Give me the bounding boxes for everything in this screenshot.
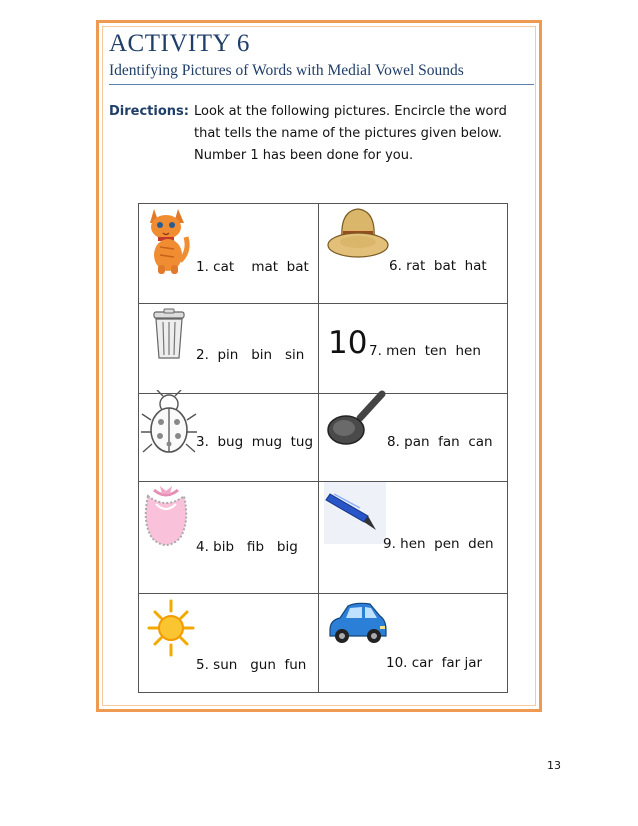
table-row-divider [138,481,508,482]
directions-line-2: that tells the name of the pictures given below. [194,126,502,141]
directions-label: Directions: [109,104,189,119]
cat-icon [144,203,192,275]
sun-icon [146,598,196,658]
activity-title: ACTIVITY 6 [109,30,250,57]
item-3-choices: 3. bug mug tug [196,434,314,450]
item-4-choices: 4. bib fib big [196,539,298,555]
page-number: 13 [547,759,561,772]
table-row-divider [138,303,508,304]
item-9-choices: 9. hen pen den [383,536,494,552]
item-5-choices: 5. sun gun fun [196,657,307,673]
car-icon [326,598,388,648]
item-7-choices: 7. men ten hen [369,343,481,359]
item-1-choices: 1. cat mat bat [196,259,309,275]
pen-icon [324,482,386,544]
item-6-choices: 6. rat bat hat [389,258,487,274]
title-rule [109,84,534,85]
activity-subtitle: Identifying Pictures of Words with Medial Vowel Sounds [109,62,464,79]
trash-can-icon [152,308,186,360]
table-row-divider [138,593,508,594]
frying-pan-icon [326,384,388,454]
item-2-choices: 2. pin bin sin [196,347,305,363]
hat-icon [326,205,390,265]
directions-line-1: Look at the following pictures. Encircle the word [194,104,507,119]
directions-line-3: Number 1 has been done for you. [194,148,414,163]
table-divider [318,203,319,693]
ladybug-icon [140,390,198,460]
bib-icon [140,482,192,552]
item-10-choices: 10. car far jar [386,655,483,671]
item-8-choices: 8. pan fan can [387,434,493,450]
number-ten: 10 [328,325,368,361]
